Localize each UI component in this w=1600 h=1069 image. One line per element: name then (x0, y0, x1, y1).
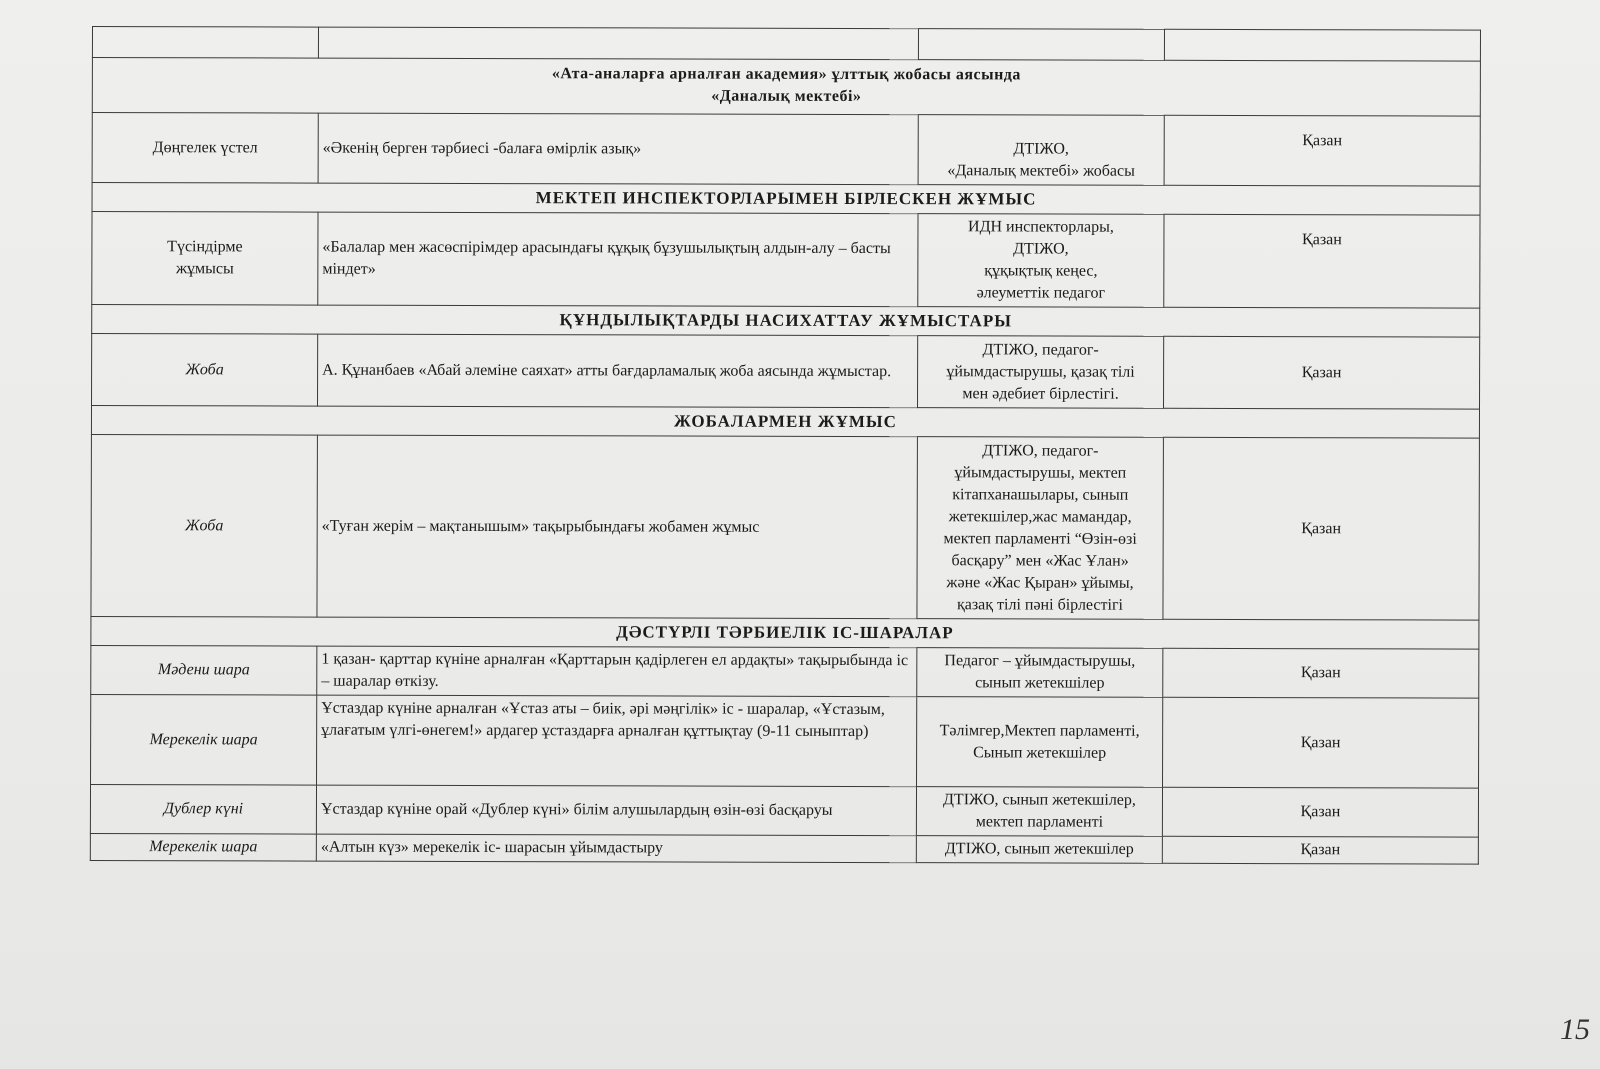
section-subtitle: «Даналық мектебі» (711, 87, 862, 106)
responsible: ДТІЖО, «Даналық мектебі» жобасы (918, 115, 1164, 186)
event-date: Қазан (1163, 437, 1479, 620)
table-row (91, 645, 1479, 698)
responsible: ДТІЖО, педагог- ұйымдастырушы, мектеп кітапханашылары, сынып жетекшілер,жас мамандар, мектеп парламенті “Өзін-өзі басқару” мен «Жас Ұлан» және «Жас Қыран» ұйымы, қазақ тілі пәні бірлестігі (917, 437, 1163, 620)
responsible: ДТІЖО, педагог- ұйымдастырушы, қазақ тілі мен әдебиет бірлестігі. (918, 336, 1164, 409)
table-row (92, 27, 1480, 62)
event-type: Мерекелік шара (90, 833, 316, 861)
table-row (92, 212, 1480, 309)
event-date: Қазан (1164, 115, 1480, 186)
event-date: Қазан (1164, 336, 1480, 409)
event-description: Ұстаздар күніне орай «Дублер күні» білім алушылардың өзін-өзі басқаруы (316, 785, 916, 836)
event-date: Қазан (1163, 697, 1479, 788)
event-type: Мерекелік шара (91, 694, 317, 785)
event-type: Түсіндірме жұмысы (92, 212, 318, 306)
event-date: Қазан (1162, 787, 1478, 837)
section-header: МЕКТЕП ИНСПЕКТОРЛАРЫМЕН БІРЛЕСКЕН ЖҰМЫС (92, 183, 1480, 216)
responsible: ИДН инспекторлары, ДТІЖО, құқықтық кеңес, әлеуметтік педагог (918, 214, 1164, 308)
table-row (91, 694, 1479, 788)
section-header-row (92, 183, 1480, 216)
table-row (91, 434, 1479, 620)
page-number: 15 (1560, 1013, 1590, 1046)
section-header-row (92, 58, 1480, 117)
event-date: Қазан (1164, 214, 1480, 308)
event-description: 1 қазан- қарттар күніне арналған «Қарттарын қадірлеген ел ардақты» тақырыбында іс – шаралар өткізу. (317, 646, 917, 697)
responsible: ДТІЖО, сынып жетекшілер (916, 836, 1162, 864)
section-header-row (91, 406, 1479, 439)
event-type: Дублер күні (90, 784, 316, 834)
section-header: ЖОБАЛАРМЕН ЖҰМЫС (91, 406, 1479, 439)
section-header-row (92, 305, 1480, 338)
section-title: «Ата-аналарға арналған академия» ұлттық жобасы аясында (551, 65, 1021, 84)
table-row (92, 334, 1480, 410)
section-header-row (91, 616, 1479, 649)
event-description: Ұстаздар күніне арналған «Ұстаз аты – биік, әрі мәңгілік» іс - шаралар, «Ұстазым, ұлағатым үлгі-өнегем!» ардагер ұстаздарға арналған құттықтау (9-11 сыныптар) (317, 695, 917, 787)
event-type: Жоба (92, 334, 318, 407)
responsible: Педагог – ұйымдастырушы, сынып жетекшілер (917, 648, 1163, 698)
event-description: «Балалар мен жасөспірімдер арасындағы құқық бұзушылықтың алдын-алу – басты міндет» (318, 212, 918, 307)
plan-table (90, 26, 1481, 865)
section-header (92, 58, 1480, 117)
section-header: ДӘСТҮРЛІ ТӘРБИЕЛІК ІС-ШАРАЛАР (91, 616, 1479, 649)
event-description: «Туған жерім – мақтанышым» тақырыбындағы жобамен жұмыс (317, 435, 917, 619)
event-description: «Әкенің берген тәрбиесі -балаға өмірлік азық» (318, 113, 918, 185)
responsible: Тәлімгер,Мектеп парламенті, Сынып жетекшілер (917, 697, 1163, 788)
event-type: Дөңгелек үстел (92, 113, 318, 184)
event-description: «Алтын күз» мерекелік іс- шарасын ұйымдастыру (316, 834, 916, 863)
event-description: А. Құнанбаев «Абай әлеміне саяхат» атты бағдарламалық жоба аясында жұмыстар. (318, 334, 918, 408)
event-type: Жоба (91, 434, 317, 617)
event-type: Мәдени шара (91, 645, 317, 695)
responsible: ДТІЖО, сынып жетекшілер, мектеп парламенті (916, 787, 1162, 837)
section-header: ҚҰНДЫЛЫҚТАРДЫ НАСИХАТТАУ ЖҰМЫСТАРЫ (92, 305, 1480, 338)
event-date: Қазан (1163, 648, 1479, 698)
table-row (90, 784, 1478, 837)
table-row (92, 113, 1480, 187)
table-row (90, 833, 1478, 864)
event-date: Қазан (1162, 836, 1478, 864)
